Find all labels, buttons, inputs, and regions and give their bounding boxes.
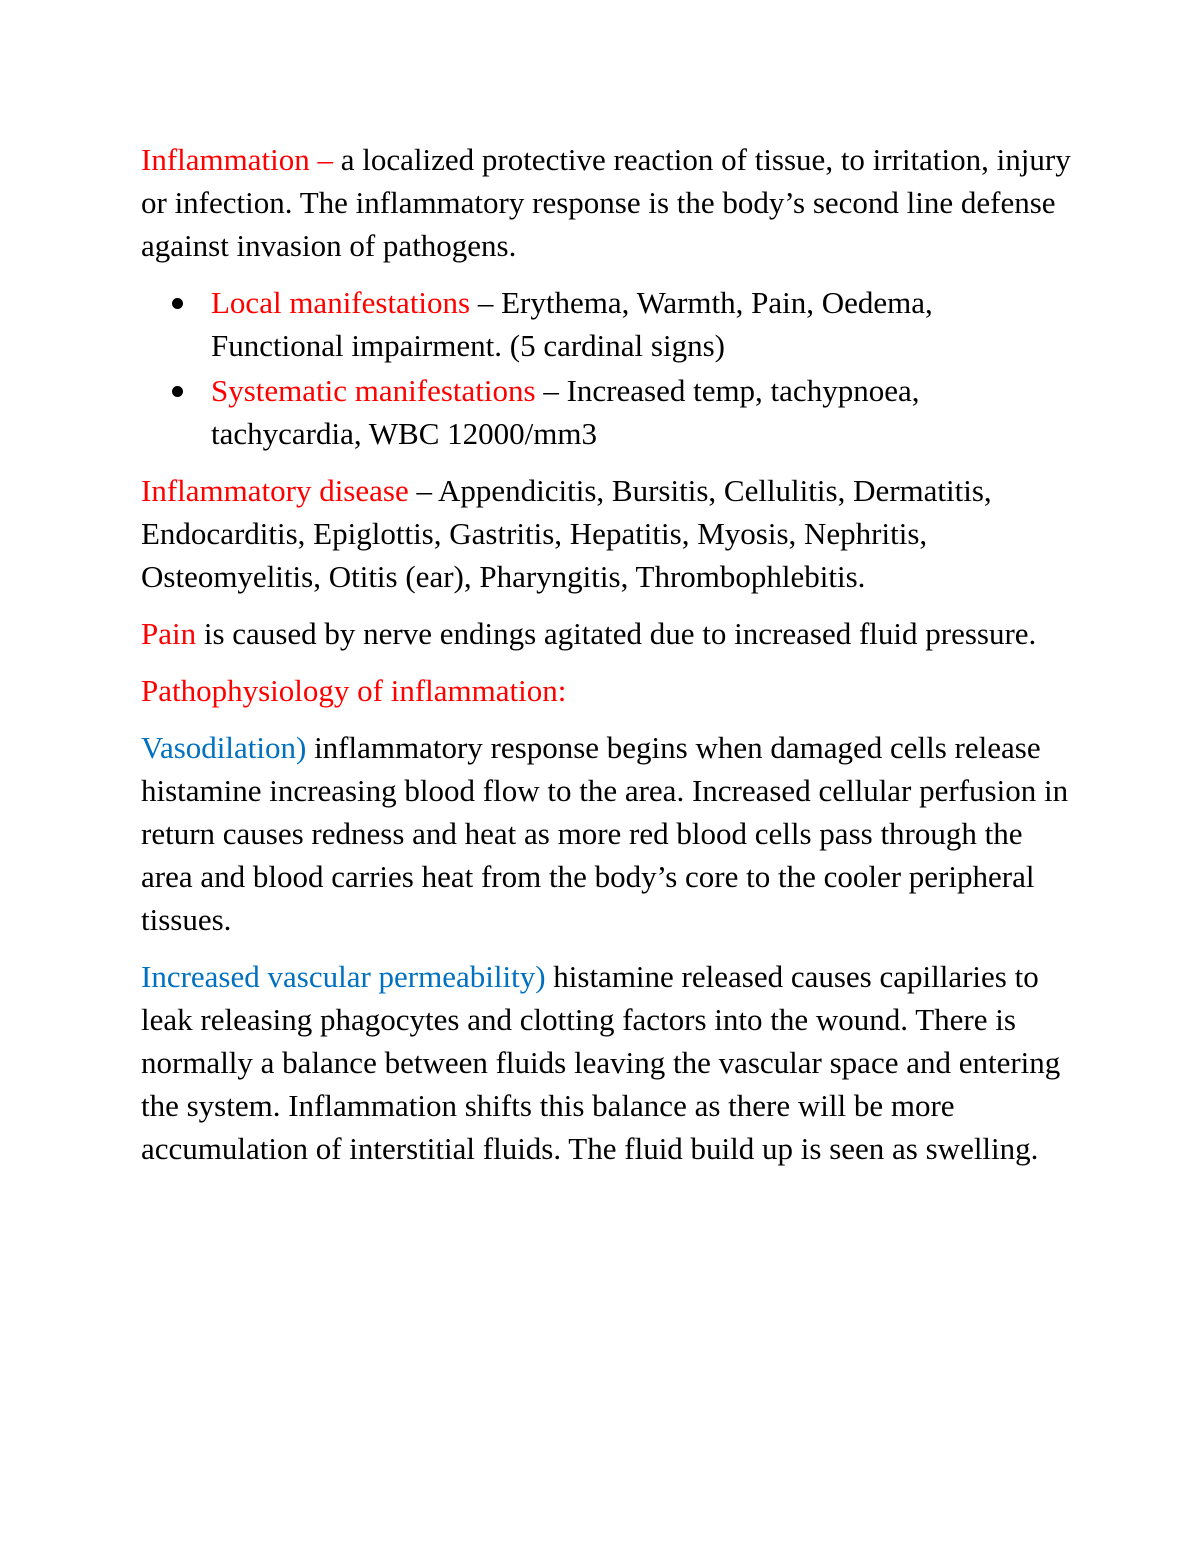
vasodilation-paragraph	[141, 726, 1071, 941]
local-manifestations-term: Local manifestations	[211, 285, 471, 320]
inflammatory-disease-text: – Appendicitis, Bursitis, Cellulitis, Dermatitis, Endocarditis, Epiglottis, Gastritis, Hepatitis, Myosis, Nephritis, Osteomyelitis, Otitis (ear), Pharyngitis, Thrombophlebitis.	[141, 473, 992, 594]
inflammation-term: Inflammation –	[141, 142, 333, 177]
pain-paragraph	[141, 612, 1071, 655]
pathophysiology-heading: Pathophysiology of inflammation:	[141, 673, 567, 708]
vasodilation-term: Vasodilation)	[141, 730, 307, 765]
list-item-local-manifestations	[141, 281, 1071, 367]
inflammation-definition-paragraph	[141, 138, 1071, 267]
local-manifestations-text: – Erythema, Warmth, Pain, Oedema, Functional impairment. (5 cardinal signs)	[211, 285, 933, 363]
vascular-permeability-text: histamine released causes capillaries to leak releasing phagocytes and clotting factors into the wound. There is normally a balance between fluids leaving the vascular space and entering the system. Inflammation shifts this balance as there will be more accumulation of interstitial fluids. The fluid build up is seen as swelling.	[141, 959, 1061, 1166]
vasodilation-text: inflammatory response begins when damaged cells release histamine increasing blood flow to the area. Increased cellular perfusion in return causes redness and heat as more red blood cells pass through the area and blood carries heat from the body’s core to the cooler peripheral tissues.	[141, 730, 1069, 937]
manifestations-list	[141, 281, 1071, 455]
pain-text: is caused by nerve endings agitated due to increased fluid pressure.	[196, 616, 1037, 651]
list-item-systematic-manifestations	[141, 369, 1071, 455]
bullet-icon	[172, 298, 183, 309]
inflammation-definition-text: a localized protective reaction of tissue, to irritation, injury or infection. The inflammatory response is the body’s second line defense against invasion of pathogens.	[141, 142, 1071, 263]
vascular-permeability-paragraph	[141, 955, 1071, 1170]
bullet-icon	[172, 386, 183, 397]
inflammatory-disease-paragraph	[141, 469, 1071, 598]
document-body	[141, 138, 1071, 1184]
systematic-manifestations-text: – Increased temp, tachypnoea, tachycardia, WBC 12000/mm3	[211, 373, 920, 451]
inflammatory-disease-term: Inflammatory disease	[141, 473, 409, 508]
systematic-manifestations-term: Systematic manifestations	[211, 373, 536, 408]
pain-term: Pain	[141, 616, 197, 651]
vascular-permeability-term: Increased vascular permeability)	[141, 959, 546, 994]
